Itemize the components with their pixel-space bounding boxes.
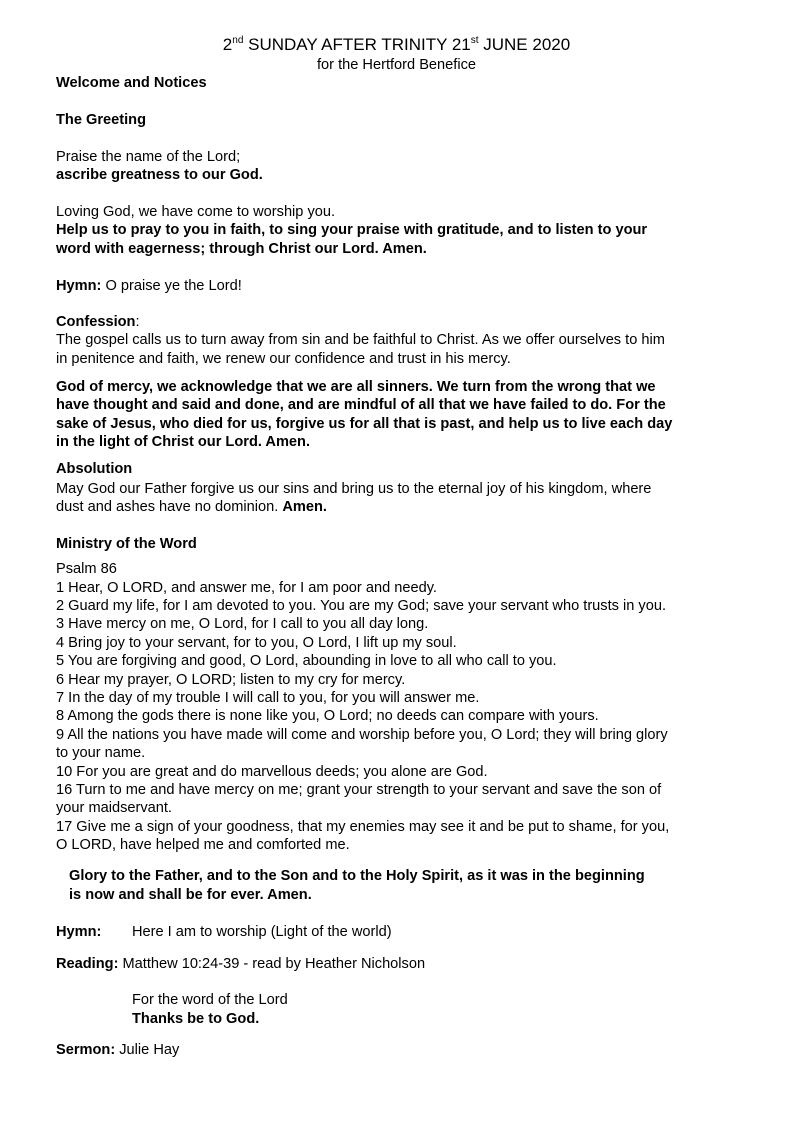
- confession-prayer-line-4: in the light of Christ our Lord. Amen.: [56, 434, 311, 450]
- page-title: [0, 34, 793, 56]
- hymn-1-title: O praise ye the Lord!: [101, 278, 242, 294]
- confession-prayer-line-1: God of mercy, we acknowledge that we are all sinners. We turn from the wrong that we: [56, 379, 656, 395]
- reading-label: Reading:: [56, 956, 119, 972]
- hymn-2: [56, 923, 746, 941]
- hymn-1: [56, 277, 746, 295]
- ministry-heading: Ministry of the Word: [56, 536, 197, 552]
- psalm-line: 2 Guard my life, for I am devoted to you. You are my God; save your servant who trusts in you.: [56, 597, 666, 614]
- absolution-line-2: [56, 498, 746, 516]
- welcome-heading: Welcome and Notices: [56, 75, 207, 91]
- reading: [56, 955, 746, 973]
- psalm-line: 17 Give me a sign of your goodness, that my enemies may see it and be put to shame, for you,: [56, 818, 670, 835]
- confession-heading: Confession: [56, 314, 136, 330]
- psalm-line: 7 In the day of my trouble I will call to you, for you will answer me.: [56, 689, 480, 706]
- reading-versicle: For the word of the Lord: [132, 992, 288, 1008]
- page-subtitle: for the Hertford Benefice: [317, 57, 476, 73]
- psalm-line: O LORD, have helped me and comforted me.: [56, 837, 350, 854]
- psalm-line: 1 Hear, O LORD, and answer me, for I am poor and needy.: [56, 579, 437, 596]
- psalm-line: 6 Hear my prayer, O LORD; listen to my cry for mercy.: [56, 671, 406, 688]
- psalm-line: 8 Among the gods there is none like you, O Lord; no deeds can compare with yours.: [56, 708, 599, 725]
- title-month-year: JUNE 2020: [478, 35, 571, 54]
- sermon-label: Sermon:: [56, 1042, 116, 1058]
- title-ordinal-number: 2: [222, 35, 233, 54]
- confession-intro-line-2: in penitence and faith, we renew our confidence and trust in his mercy.: [56, 351, 511, 367]
- confession-prayer-line-3: sake of Jesus, who died for us, forgive us for all that is past, and help us to live each day: [56, 416, 673, 432]
- absolution-line-2-text: dust and ashes have no dominion.: [56, 499, 283, 515]
- greeting-response-2-line-2: word with eagerness; through Christ our Lord. Amen.: [56, 241, 427, 257]
- psalm-line: 4 Bring joy to your servant, for to you, O Lord, I lift up my soul.: [56, 634, 457, 651]
- greeting-line-2: Loving God, we have come to worship you.: [56, 204, 336, 220]
- psalm-line: 16 Turn to me and have mercy on me; grant your strength to your servant and save the son of: [56, 781, 662, 798]
- sermon-preacher: Julie Hay: [115, 1042, 180, 1058]
- absolution-amen: Amen.: [282, 499, 327, 515]
- hymn-2-label: Hymn:: [56, 924, 102, 940]
- confession-intro-line-1: The gospel calls us to turn away from sin and be faithful to Christ. As we offer ourselves to him: [56, 332, 665, 348]
- title-sunday-text: SUNDAY AFTER TRINITY 21: [243, 35, 471, 54]
- psalm-line: 5 You are forgiving and good, O Lord, abounding in love to all who call to you.: [56, 653, 557, 670]
- psalm-title: Psalm 86: [56, 561, 117, 577]
- psalm-line: 9 All the nations you have made will come and worship before you, O Lord; they will bring glory: [56, 726, 668, 743]
- reading-text: Matthew 10:24-39 - read by Heather Nicholson: [118, 956, 426, 972]
- psalm-line: your maidservant.: [56, 800, 172, 817]
- greeting-response-1: ascribe greatness to our God.: [56, 167, 263, 183]
- greeting-line-1: Praise the name of the Lord;: [56, 149, 241, 165]
- hymn-1-label: Hymn:: [56, 278, 102, 294]
- title-date-suffix: st: [470, 35, 479, 46]
- sermon: [56, 1041, 746, 1059]
- confession-colon: :: [135, 314, 140, 330]
- title-ordinal-suffix: nd: [232, 35, 244, 46]
- confession-prayer-line-2: have thought and said and done, and are mindful of all that we have failed to do. For the: [56, 397, 666, 413]
- greeting-response-2-line-1: Help us to pray to you in faith, to sing your praise with gratitude, and to listen to your: [56, 222, 648, 238]
- psalm-line: 10 For you are great and do marvellous deeds; you alone are God.: [56, 763, 488, 780]
- absolution-heading: Absolution: [56, 461, 133, 477]
- absolution-line-1: May God our Father forgive us our sins and bring us to the eternal joy of his kingdom, where: [56, 481, 652, 497]
- greeting-heading: The Greeting: [56, 112, 147, 128]
- hymn-2-title: Here I am to worship (Light of the world): [132, 924, 392, 940]
- psalm-line: to your name.: [56, 745, 146, 762]
- reading-response: Thanks be to God.: [132, 1011, 260, 1027]
- psalm-line: 3 Have mercy on me, O Lord, for I call to you all day long.: [56, 616, 429, 633]
- confession-heading-row: [56, 313, 746, 331]
- gloria-line-2: is now and shall be for ever. Amen.: [69, 887, 312, 903]
- gloria-line-1: Glory to the Father, and to the Son and to the Holy Spirit, as it was in the beginning: [69, 868, 645, 884]
- psalm-text: [56, 579, 746, 855]
